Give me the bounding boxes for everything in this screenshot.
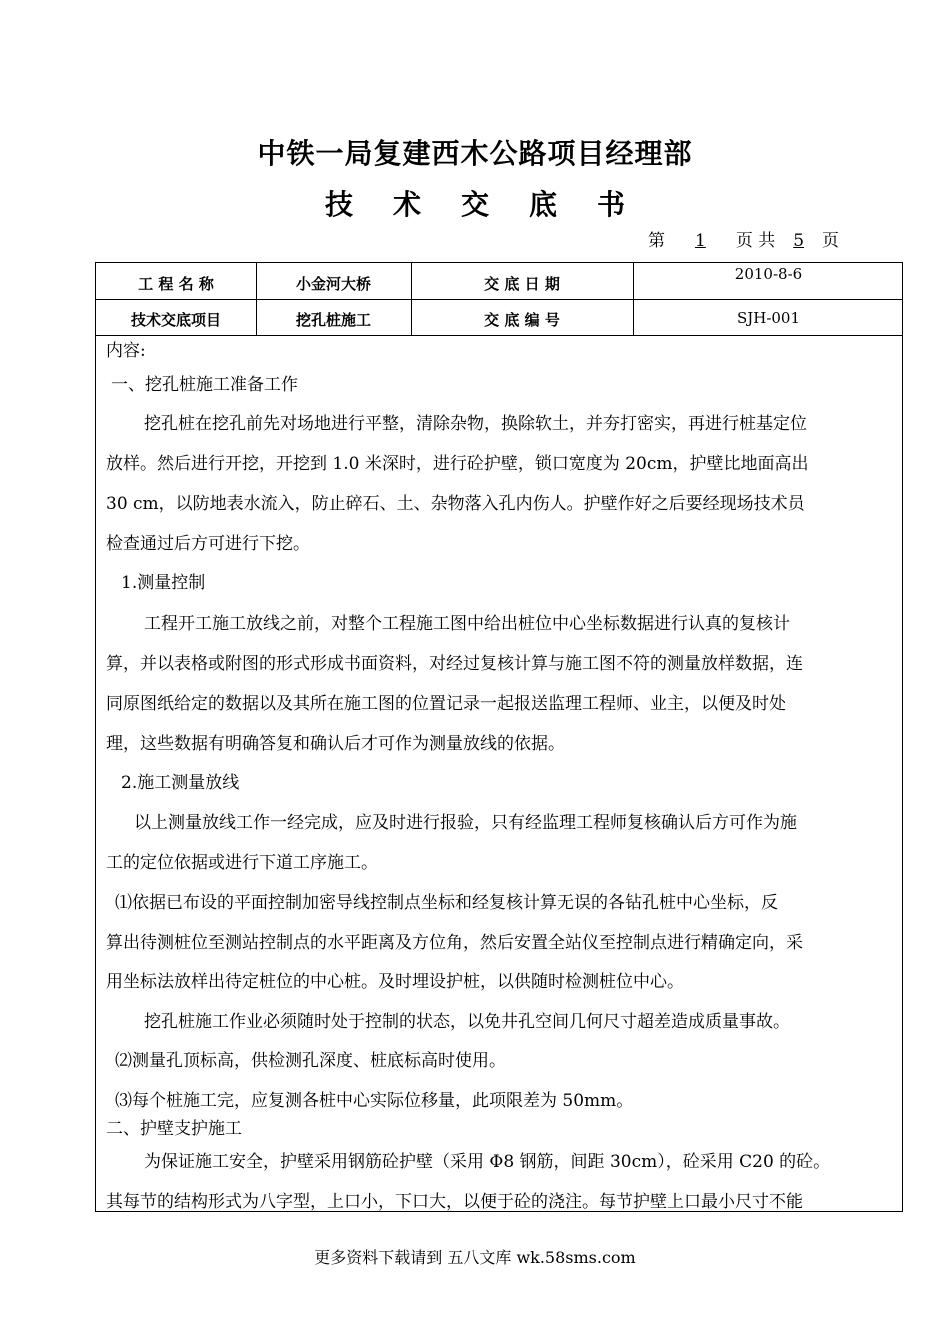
page-mid: 页 共	[735, 231, 776, 251]
org-title: 中铁一局复建西木公路项目经理部	[257, 137, 693, 170]
doc-title: 技术交底书	[324, 188, 665, 221]
paragraph-line: 挖孔桩在挖孔前先对场地进行平整，清除杂物，换除软土，并夯打密实，再进行桩基定位	[144, 414, 807, 434]
paragraph-line: 以上测量放线工作一经完成，应及时进行报验，只有经监理工程师复核确认后方可作为施	[134, 813, 797, 833]
page-total: 5	[793, 231, 805, 251]
disclosure-date-label: 交 底 日 期	[484, 275, 560, 293]
paragraph-line: ⑶每个桩施工完，应复测各桩中心实际位移量，此项限差为 50mm。	[115, 1091, 634, 1111]
subsection-heading: 2.施工测量放线	[121, 773, 240, 793]
row-divider	[96, 299, 902, 300]
subsection-heading: 1.测量控制	[121, 573, 206, 593]
paragraph-line: 算，并以表格或附图的形式形成书面资料，对经过复核计算与施工图不符的测量放样数据，连	[106, 654, 803, 674]
paragraph-line: 放样。然后进行开挖，开挖到 1.0 米深时，进行砼护壁，锁口宽度为 20cm，护壁比地面高出	[106, 454, 809, 474]
paragraph-line: 挖孔桩施工作业必须随时处于控制的状态，以免井孔空间几何尺寸超差造成质量事故。	[144, 1012, 790, 1032]
paragraph-line: 其每节的结构形式为八字型，上口小，下口大，以便于砼的浇注。每节护壁上口最小尺寸不能	[106, 1192, 803, 1212]
page-prefix: 第	[648, 231, 665, 251]
footer-note: 更多资料下载请到 五八文库 wk.58sms.com	[314, 1248, 636, 1267]
page-suffix: 页	[822, 231, 840, 251]
tech-item-label: 技术交底项目	[130, 311, 221, 329]
page-counter	[648, 226, 839, 251]
disclosure-number-value: SJH-001	[736, 309, 801, 327]
paragraph-line: 算出待测桩位至测站控制点的水平距离及方位角，然后安置全站仪至控制点进行精确定向，采	[106, 933, 803, 953]
paragraph-line: 工程开工施工放线之前，对整个工程施工图中给出桩位中心坐标数据进行认真的复核计	[144, 614, 790, 634]
paragraph-line: ⑴依据已布设的平面控制加密导线控制点坐标和经复核计算无误的各钻孔桩中心坐标，反	[115, 893, 778, 913]
tech-item-value: 挖孔桩施工	[295, 311, 371, 329]
paragraph-line: 同原图纸给定的数据以及其所在施工图的位置记录一起报送监理工程师、业主，以便及时处	[106, 694, 786, 714]
disclosure-date-value: 2010-8-6	[734, 265, 803, 283]
section-heading: 二、护壁支护施工	[106, 1119, 242, 1139]
section-heading: 一、挖孔桩施工准备工作	[111, 375, 298, 395]
project-name-value: 小金河大桥	[295, 275, 371, 293]
paragraph-line: 理，这些数据有明确答复和确认后才可作为测量放线的依据。	[106, 734, 565, 754]
content-label: 内容:	[106, 341, 146, 361]
row-divider	[96, 335, 902, 336]
paragraph-line: 30 cm，以防地表水流入，防止碎石、土、杂物落入孔内伤人。护壁作好之后要经现场技术员	[106, 494, 805, 514]
paragraph-line: ⑵测量孔顶标高，供检测孔深度、桩底标高时使用。	[115, 1051, 506, 1071]
paragraph-line: 工的定位依据或进行下道工序施工。	[106, 853, 378, 873]
disclosure-number-label: 交 底 编 号	[484, 311, 560, 329]
page-current: 1	[694, 231, 706, 251]
project-name-label: 工 程 名 称	[138, 275, 214, 293]
paragraph-line: 用坐标法放样出待定桩位的中心桩。及时埋设护桩，以供随时检测桩位中心。	[106, 972, 684, 992]
paragraph-line: 为保证施工安全，护壁采用钢筋砼护壁（采用 Φ8 钢筋，间距 30cm），砼采用 C20 的砼。	[144, 1152, 831, 1172]
paragraph-line: 检查通过后方可进行下挖。	[106, 534, 310, 554]
